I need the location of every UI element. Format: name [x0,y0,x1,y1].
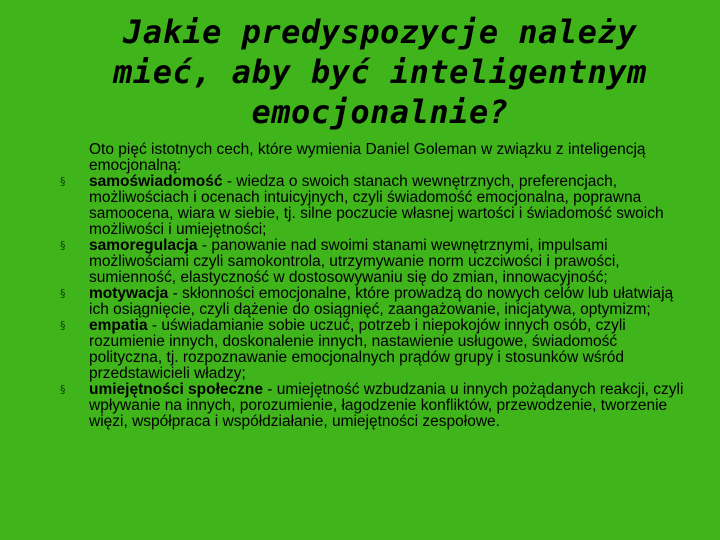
slide-title-line-3: emocjonalnie? [251,93,509,131]
item-term: samoświadomość [89,173,223,190]
bullet-icon: § [60,319,66,332]
item-term: motywacja [89,285,169,302]
item-text: - wiedza o swoich stanach wewnętrznych, preferencjach, możliwościach i ocenach intuicyjnych, czyli świadomość emocjonalna, poprawna samoocena, wiara w siebie, tj. silne poczucie własnej wartości i świadomość swoich możliwości i umiejętności; [89,173,664,238]
bullet-icon: § [60,383,66,396]
bullet-icon: § [60,239,66,252]
list-item [60,286,690,318]
trait-list [60,174,690,430]
item-text: - panowanie nad swoimi stanami wewnętrznymi, impulsami możliwościami czyli samokontrola, utrzymywanie norm uczciwości i prawości, sumienność, elastyczność w dostosowywaniu się do zmian, innowacyjność; [89,237,620,286]
slide-body [60,142,690,430]
item-term: empatia [89,317,148,334]
item-text: - skłonności emocjonalne, które prowadzą do nowych celów lub ułatwiają ich osiągnięcie, czyli dążenie do osiągnięć, zaangażowanie, inicjatywa, optymizm; [89,285,674,318]
list-item [60,318,690,382]
item-term: samoregulacja [89,237,198,254]
slide-title-line-2: mieć, aby być inteligentnym [113,53,647,91]
slide-title [60,12,700,132]
bullet-icon: § [60,287,66,300]
slide-title-line-1: Jakie predyspozycje należy [123,13,637,51]
bullet-icon: § [60,175,66,188]
item-text: - umiejętność wzbudzania u innych pożądanych reakcji, czyli wpływanie na innych, porozumienie, łagodzenie konfliktów, przewodzenie, tworzenie więzi, współpraca i współdziałanie, umiejętności zespołowe. [89,381,684,430]
item-term: umiejętności społeczne [89,381,263,398]
list-item [60,174,690,238]
item-text: - uświadamianie sobie uczuć, potrzeb i niepokojów innych osób, czyli rozumienie innych, doskonalenie innych, nastawienie usługowe, świadomość polityczna, tj. rozpoznawanie emocjonalnych prądów grupy i stosunków wśród przedstawicieli władzy; [89,317,626,382]
list-item [60,238,690,286]
intro-text: Oto pięć istotnych cech, które wymienia Daniel Goleman w związku z inteligencją emocjonalną: [89,141,646,174]
list-item [60,382,690,430]
